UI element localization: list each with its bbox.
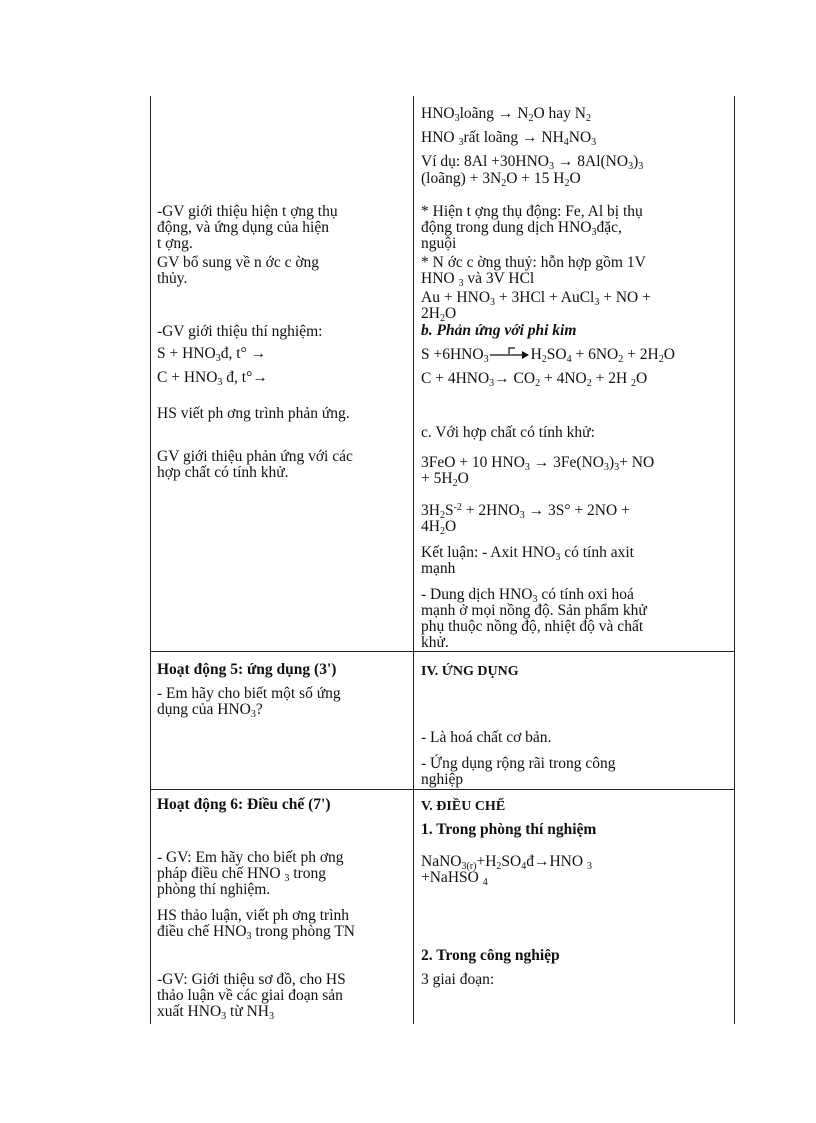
passivity-note-line2: động trong dung dịch $HNO_3đặc$, — [421, 219, 622, 238]
feo-equation-line1: 3FeO + 10 $HNO_3 \to 3Fe(NO_3)_3+$ NO — [421, 454, 655, 473]
row-divider-activity6 — [150, 789, 735, 790]
passivity-teacher-line3: t ợng. — [157, 235, 193, 252]
industrial-teacher-line3: xuất $HNO_3$ từ $NH_3$ — [157, 1003, 275, 1022]
row-divider-activity5 — [150, 651, 735, 652]
table-right-border — [734, 96, 735, 1024]
conclusion-line2: mạnh — [421, 560, 456, 577]
application-basic-chemical: - Là hoá chất cơ bản. — [421, 729, 552, 746]
feo-equation-line2: + $5H_2O$ — [421, 470, 469, 489]
lab-method-question-line3: phòng thí nghiệm. — [157, 881, 271, 898]
activity5-question-line2: dụng của $HNO_3$? — [157, 701, 263, 720]
h2s-equation-line2: $4H_2O$ — [421, 518, 457, 537]
table-middle-border — [413, 96, 414, 1024]
passivity-note-line3: nguội — [421, 235, 457, 252]
activity5-question-line1: - Em hãy cho biết một số ứng — [157, 685, 341, 702]
preparation-section-title: V. ĐIỀU CHẾ — [421, 799, 506, 814]
nonmetal-heading: b. Phản ứng với phi kim — [421, 322, 577, 339]
nitrate-dilute-line: $HNO_3loãng \to N_2O$ hay $N_2$ — [421, 105, 592, 124]
industrial-teacher-line2: thảo luận về các giai đoạn sản — [157, 987, 343, 1004]
conclusion-line1: Kết luận: - Axit $HNO_3$ có tính axit — [421, 544, 634, 563]
example-equation-line1: Ví dụ: $8Al +30HNO_3 \to 8Al(NO_3)_3$ — [421, 153, 644, 172]
oxidizing-conclusion-line3: phụ thuộc nồng độ, nhiệt độ và chất — [421, 618, 644, 635]
heat-arrow-icon — [489, 347, 531, 359]
lab-preparation-heading: 1. Trong phòng thí nghiệm — [421, 821, 597, 838]
oxidizing-conclusion-line2: mạnh ở mọi nồng độ. Sản phẩm khử — [421, 602, 647, 619]
nonmetal-sulfur-prompt: $S + HNO_3đ$, t° → — [157, 345, 267, 364]
student-discussion-line1: HS thảo luận, viết ph ơng trình — [157, 907, 350, 924]
aqua-regia-note-line1: * N ớc c ờng thuỷ: hỗn hợp gồm 1V — [421, 254, 646, 271]
h2s-equation-line1: $3H_2S^{-2} + 2HNO_3 \to 3S^\circ + 2NO$ + — [421, 502, 630, 521]
applications-section-title: IV. ỨNG DỤNG — [421, 664, 519, 679]
aqua-regia-teacher-line2: thủy. — [157, 270, 188, 287]
nitrate-very-dilute-line: HNO $_3$rất loãng → $NH_4NO_3$ — [421, 129, 597, 148]
aqua-regia-note-line2: HNO $_3$ và 3V HCl — [421, 270, 535, 289]
lab-method-question-line2: pháp điều chế HNO $_3$ trong — [157, 865, 326, 884]
student-discussion-line2: điều chế $HNO_3$ trong phòng TN — [157, 923, 356, 942]
application-industry-line2: nghiệp — [421, 771, 464, 788]
activity6-title: Hoạt động 6: Điều chế (7') — [157, 796, 331, 813]
carbon-equation: $C + 4HNO_3\to CO_2 + 4NO_2 + 2H$ $_2$O — [421, 370, 648, 389]
example-equation-line2: (loãng) + $3N_2O + 15$ $H_2O$ — [421, 170, 581, 189]
industrial-stages: 3 giai đoạn: — [421, 971, 495, 988]
activity5-title: Hoạt động 5: ứng dụng (3') — [157, 661, 337, 678]
lab-method-question-line1: - GV: Em hãy cho biết ph ơng — [157, 849, 344, 866]
reducing-teacher-line2: hợp chất có tính khử. — [157, 464, 289, 481]
oxidizing-conclusion-line1: - Dung dịch $HNO_3$ có tính oxi hoá — [421, 586, 634, 605]
industrial-teacher-line1: -GV: Giới thiệu sơ đồ, cho HS — [157, 971, 346, 988]
nonmetal-teacher-intro: -GV giới thiệu thí nghiệm: — [157, 323, 323, 340]
sulfur-equation: $S +6HNO_3$ $H_2SO_4 + 6NO_2 + 2H_2O$ — [421, 346, 675, 365]
aqua-regia-teacher-line1: GV bổ sung về n ớc c ờng — [157, 254, 320, 271]
nonmetal-carbon-prompt: $C + HNO_3$ đ, t°→ — [157, 369, 268, 388]
oxidizing-conclusion-line4: khử. — [421, 634, 449, 651]
lab-equation-line2: +NaHSO $_4$ — [421, 869, 488, 888]
reducing-heading: c. Với hợp chất có tính khử: — [421, 424, 595, 441]
table-left-border — [150, 96, 151, 1024]
application-industry-line1: - Ứng dụng rộng rãi trong công — [421, 755, 616, 772]
passivity-teacher-line1: -GV giới thiệu hiện t ợng thụ — [157, 203, 338, 220]
passivity-teacher-line2: động, và ứng dụng của hiện — [157, 219, 329, 236]
passivity-note-line1: * Hiện t ợng thụ động: Fe, Al bị thụ — [421, 203, 643, 220]
industrial-preparation-heading: 2. Trong công nghiệp — [421, 947, 560, 964]
gold-equation-line2: $2H_2O$ — [421, 305, 457, 324]
lab-equation-line1: $NaNO_{3(r)}+H_2SO_4đ\to HNO$ $_3$ — [421, 853, 592, 872]
gold-equation-line1: $Au + HNO_3 + 3HCl$ + AuCl$_3$ + NO + — [421, 289, 651, 308]
reducing-teacher-line1: GV giới thiệu phản ứng với các — [157, 448, 353, 465]
student-write-equations: HS viết ph ơng trình phản ứng. — [157, 405, 350, 422]
